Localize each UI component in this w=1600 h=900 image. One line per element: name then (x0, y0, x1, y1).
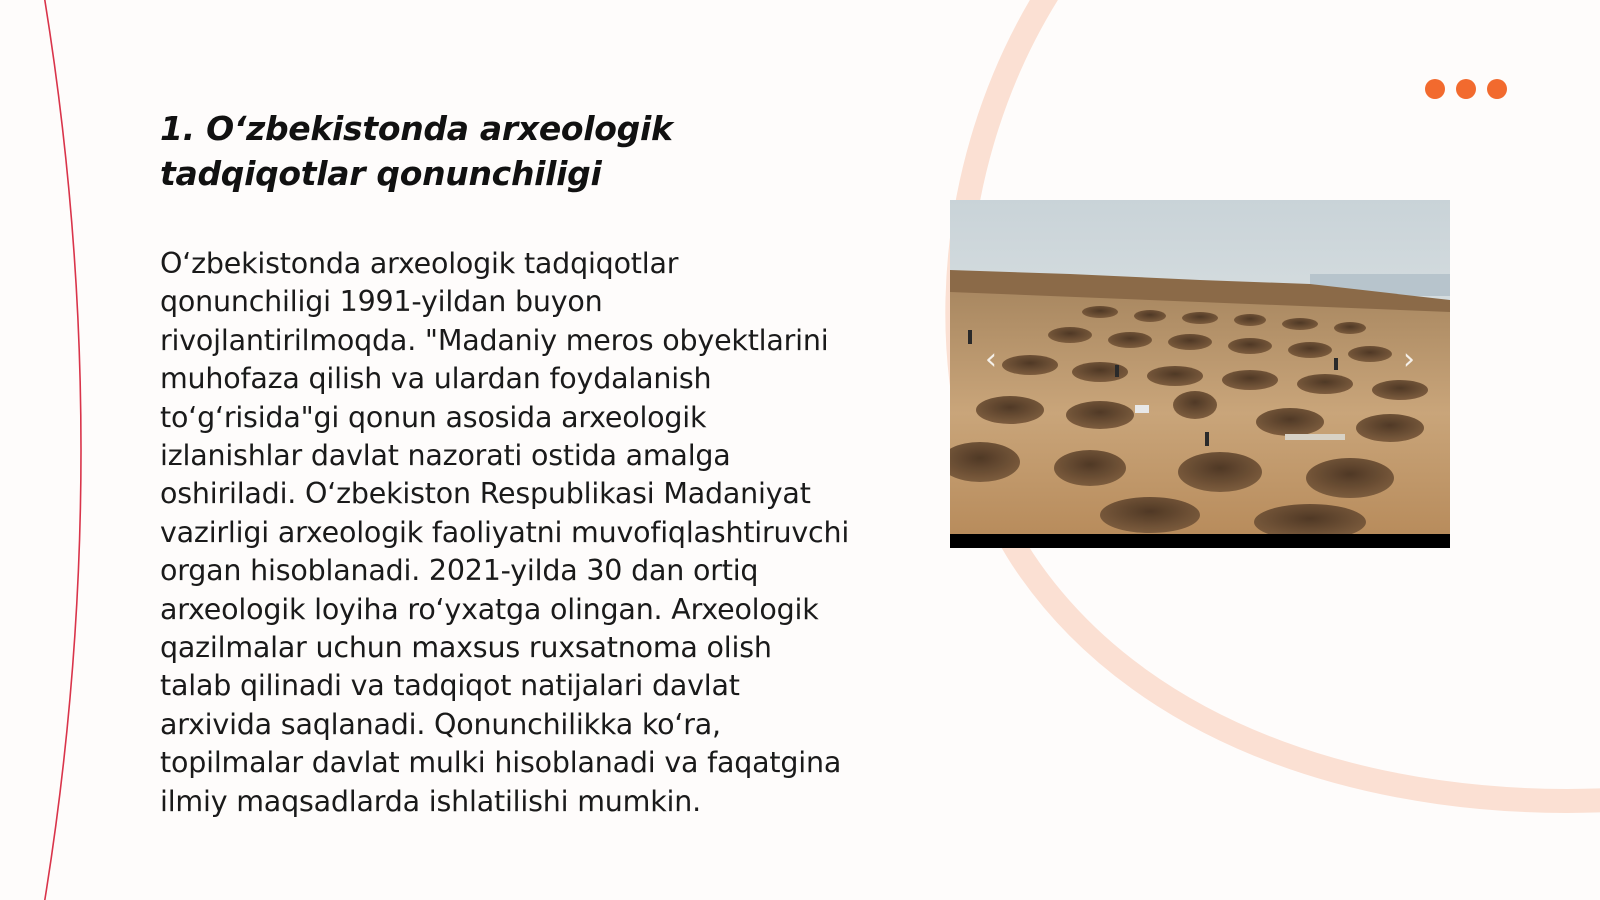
dot (1456, 79, 1476, 99)
three-dots-icon (1425, 79, 1507, 99)
decorative-left-line (44, 0, 81, 900)
excavation-photo-illustration (950, 200, 1450, 548)
excavation-photo (950, 200, 1450, 548)
dot (1487, 79, 1507, 99)
chevron-left-icon[interactable]: ‹ (985, 342, 997, 377)
slide-title: 1. O‘zbekistonda arxeologik tadqiqotlar qonunchiligi (160, 109, 673, 193)
dot (1425, 79, 1445, 99)
slide-body-text: O‘zbekistonda arxeologik tadqiqotlar qonunchiligi 1991-yildan buyon rivojlantirilmoqda. "Madaniy meros obyektlarini muhofaza qilish va ulardan foydalanish to‘g‘risida"gi qonun asosida arxeologik izlanishlar davlat nazorati ostida amalga oshiriladi. O‘zbekiston Respublikasi Madaniyat vazirligi arxeologik faoliyatni muvofiqlashtiruvchi organ hisoblanadi. 2021-yilda 30 dan ortiq arxeologik loyiha ro‘yxatga olingan. Arxeologik qazilmalar uchun maxsus ruxsatnoma olish talab qilinadi va tadqiqot natijalari davlat arxivida saqlanadi. Qonunchilikka ko‘ra, topilmalar davlat mulki hisoblanadi va faqatgina ilmiy maqsadlarda ishlatilishi mumkin. (160, 247, 850, 818)
chevron-right-icon[interactable]: › (1403, 342, 1415, 377)
